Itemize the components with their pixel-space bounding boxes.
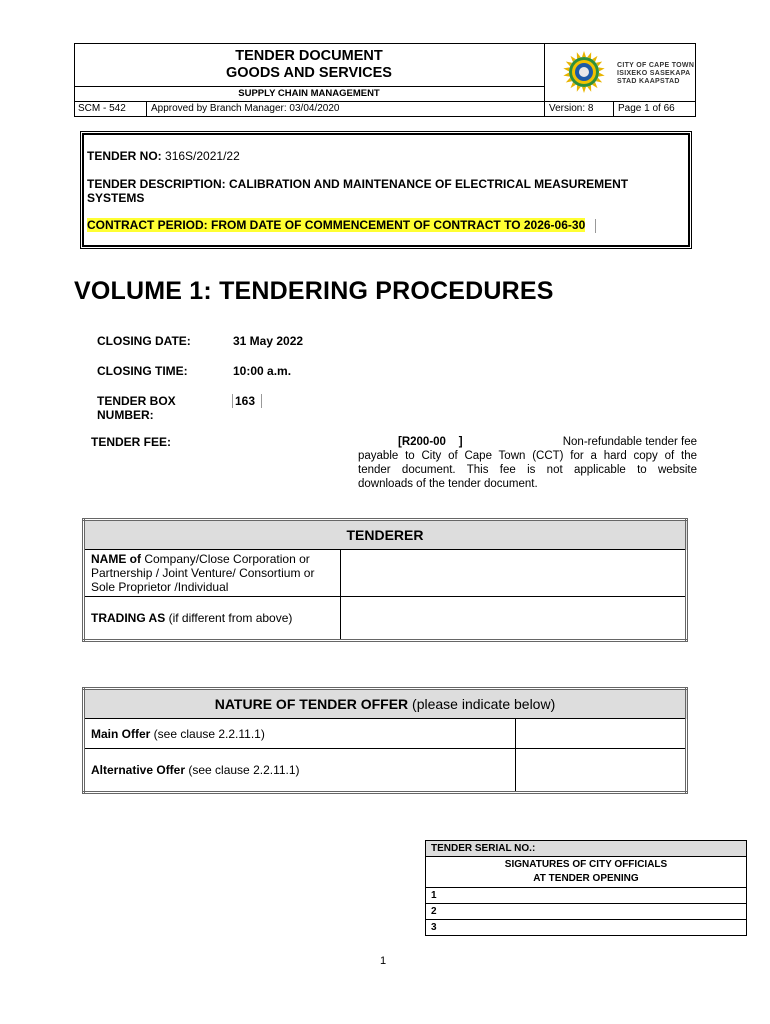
tender-description: TENDER DESCRIPTION: CALIBRATION AND MAINTENANCE OF ELECTRICAL MEASUREMENT SYSTEMS [87, 177, 629, 205]
alternative-offer-label: Alternative Offer (see clause 2.2.11.1) [84, 749, 516, 793]
header-subtitle: SUPPLY CHAIN MANAGEMENT [74, 87, 545, 101]
contract-period: CONTRACT PERIOD: FROM DATE OF COMMENCEMENT OF CONTRACT TO 2026-06-30 [87, 218, 596, 233]
signature-row[interactable]: 1 [426, 888, 747, 904]
tenderer-heading: TENDERER [84, 520, 687, 550]
doc-code: SCM - 542 [74, 102, 147, 117]
city-logo-icon [560, 50, 608, 94]
approval-text: Approved by Branch Manager: 03/04/2020 [147, 102, 545, 117]
tender-box-value: 163 [232, 394, 262, 408]
header-title-line2: GOODS AND SERVICES [226, 65, 392, 81]
closing-time-value: 10:00 a.m. [233, 364, 292, 378]
company-name-field[interactable] [341, 550, 687, 597]
tender-serial-label: TENDER SERIAL NO.: [426, 841, 747, 857]
tender-fee-label: TENDER FEE: [91, 435, 172, 449]
serial-signatures-table [425, 840, 747, 936]
header-meta-row [74, 101, 696, 117]
volume-title: VOLUME 1: TENDERING PROCEDURES [74, 277, 554, 305]
tender-box-label: TENDER BOX NUMBER: [97, 394, 176, 422]
main-offer-label: Main Offer (see clause 2.2.11.1) [84, 719, 516, 749]
signatures-heading: SIGNATURES OF CITY OFFICIALS AT TENDER OPENING [426, 857, 747, 888]
page-number: 1 [380, 955, 387, 967]
trading-as-label: TRADING AS (if different from above) [84, 597, 341, 641]
company-name-label: NAME of Company/Close Corporation or Partnership / Joint Venture/ Consortium or Sole Proprietor /Individual [84, 550, 341, 597]
header-title [74, 43, 545, 87]
version-text: Version: 8 [545, 102, 614, 117]
main-offer-field[interactable] [516, 719, 687, 749]
signature-row[interactable]: 3 [426, 920, 747, 936]
offer-heading: NATURE OF TENDER OFFER (please indicate below) [84, 689, 687, 719]
page-count: Page 1 of 66 [618, 103, 675, 114]
tender-fee-value: [R200-00 ] [398, 436, 463, 448]
logo-text: CITY OF CAPE TOWN ISIXEKO SASEKAPA STAD KAAPSTAD [617, 62, 695, 85]
signature-row[interactable]: 2 [426, 904, 747, 920]
closing-time-label: CLOSING TIME: [97, 364, 188, 378]
alternative-offer-field[interactable] [516, 749, 687, 793]
trading-as-field[interactable] [341, 597, 687, 641]
tenderer-table [82, 518, 688, 642]
closing-date-label: CLOSING DATE: [97, 334, 191, 348]
tender-number: TENDER NO: 316S/2021/22 [87, 149, 240, 163]
offer-table [82, 687, 688, 794]
tender-fee-block: [R200-00 ] Non-refundable tender fee payable to City of Cape Town (CCT) for a hard copy of the tender document. This fee is not applicable to website downloads of the tender document. [358, 436, 697, 490]
header-title-line1: TENDER DOCUMENT [235, 48, 383, 64]
closing-date-value: 31 May 2022 [233, 334, 304, 348]
